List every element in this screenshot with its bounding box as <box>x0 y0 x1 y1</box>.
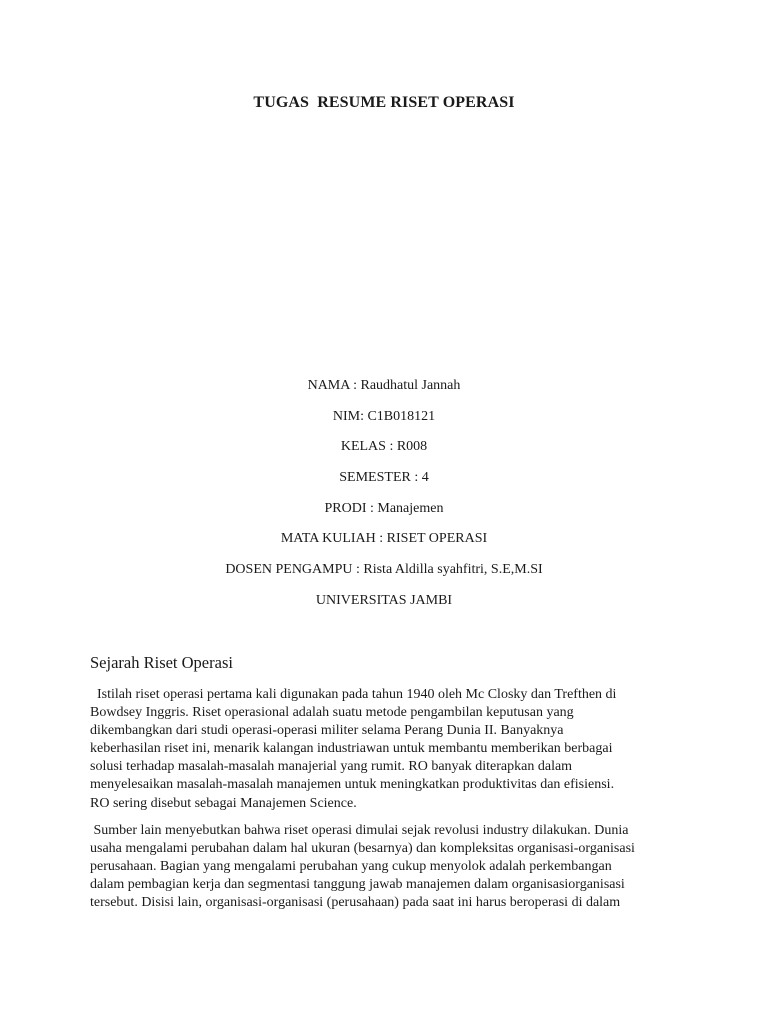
identity-nim: NIM: C1B018121 <box>332 408 436 424</box>
identity-university: UNIVERSITAS JAMBI <box>315 592 453 608</box>
paragraph-line: Bowdsey Inggris. Riset operasional adalah suatu metode pengambilan keputusan yang <box>90 705 574 721</box>
paragraph-line: tersebut. Disisi lain, organisasi-organisasi (perusahaan) pada saat ini harus beroperasi di dalam <box>90 895 621 911</box>
identity-class: KELAS : R008 <box>340 439 428 455</box>
paragraph-line: solusi terhadap masalah-masalah manajerial yang rumit. RO banyak diterapkan dalam <box>90 759 573 775</box>
identity-course: MATA KULIAH : RISET OPERASI <box>280 531 488 547</box>
paragraph-1 <box>90 686 690 813</box>
identity-block <box>0 376 768 622</box>
document-title: TUGAS RESUME RISET OPERASI <box>253 94 515 111</box>
paragraph-line: dikembangkan dari studi operasi-operasi militer selama Perang Dunia II. Banyaknya <box>90 723 564 739</box>
identity-name: NAMA : Raudhatul Jannah <box>307 378 461 393</box>
paragraph-line: usaha mengalami perubahan dalam hal ukuran (besarnya) dan kompleksitas organisasi-organisasi <box>90 841 635 857</box>
paragraph-line: dalam pembagian kerja dan segmentasi tanggung jawab manajemen dalam organisasiorganisasi <box>90 877 625 893</box>
identity-program: PRODI : Manajemen <box>324 500 444 516</box>
identity-semester: SEMESTER : 4 <box>339 470 429 486</box>
identity-lecturer: DOSEN PENGAMPU : Rista Aldilla syahfitri, S.E,M.SI <box>225 562 543 578</box>
paragraph-line: Istilah riset operasi pertama kali digunakan pada tahun 1940 oleh Mc Closky dan Trefthen di <box>90 687 617 702</box>
section-heading: Sejarah Riset Operasi <box>90 653 233 672</box>
paragraph-line: keberhasilan riset ini, menarik kalangan industriawan untuk membantu memberikan berbagai <box>90 741 613 757</box>
paragraph-2 <box>90 822 690 912</box>
paragraph-line: perusahaan. Bagian yang mengalami perubahan yang cukup menyolok adalah perkembangan <box>90 859 612 875</box>
paragraph-line: RO sering disebut sebagai Manajemen Science. <box>90 795 357 811</box>
paragraph-line: menyelesaikan masalah-masalah manajemen untuk meningkatkan produktivitas dan efisiensi. <box>90 777 615 793</box>
paragraph-line: Sumber lain menyebutkan bahwa riset operasi dimulai sejak revolusi industry dilakukan. Dunia <box>90 823 629 838</box>
